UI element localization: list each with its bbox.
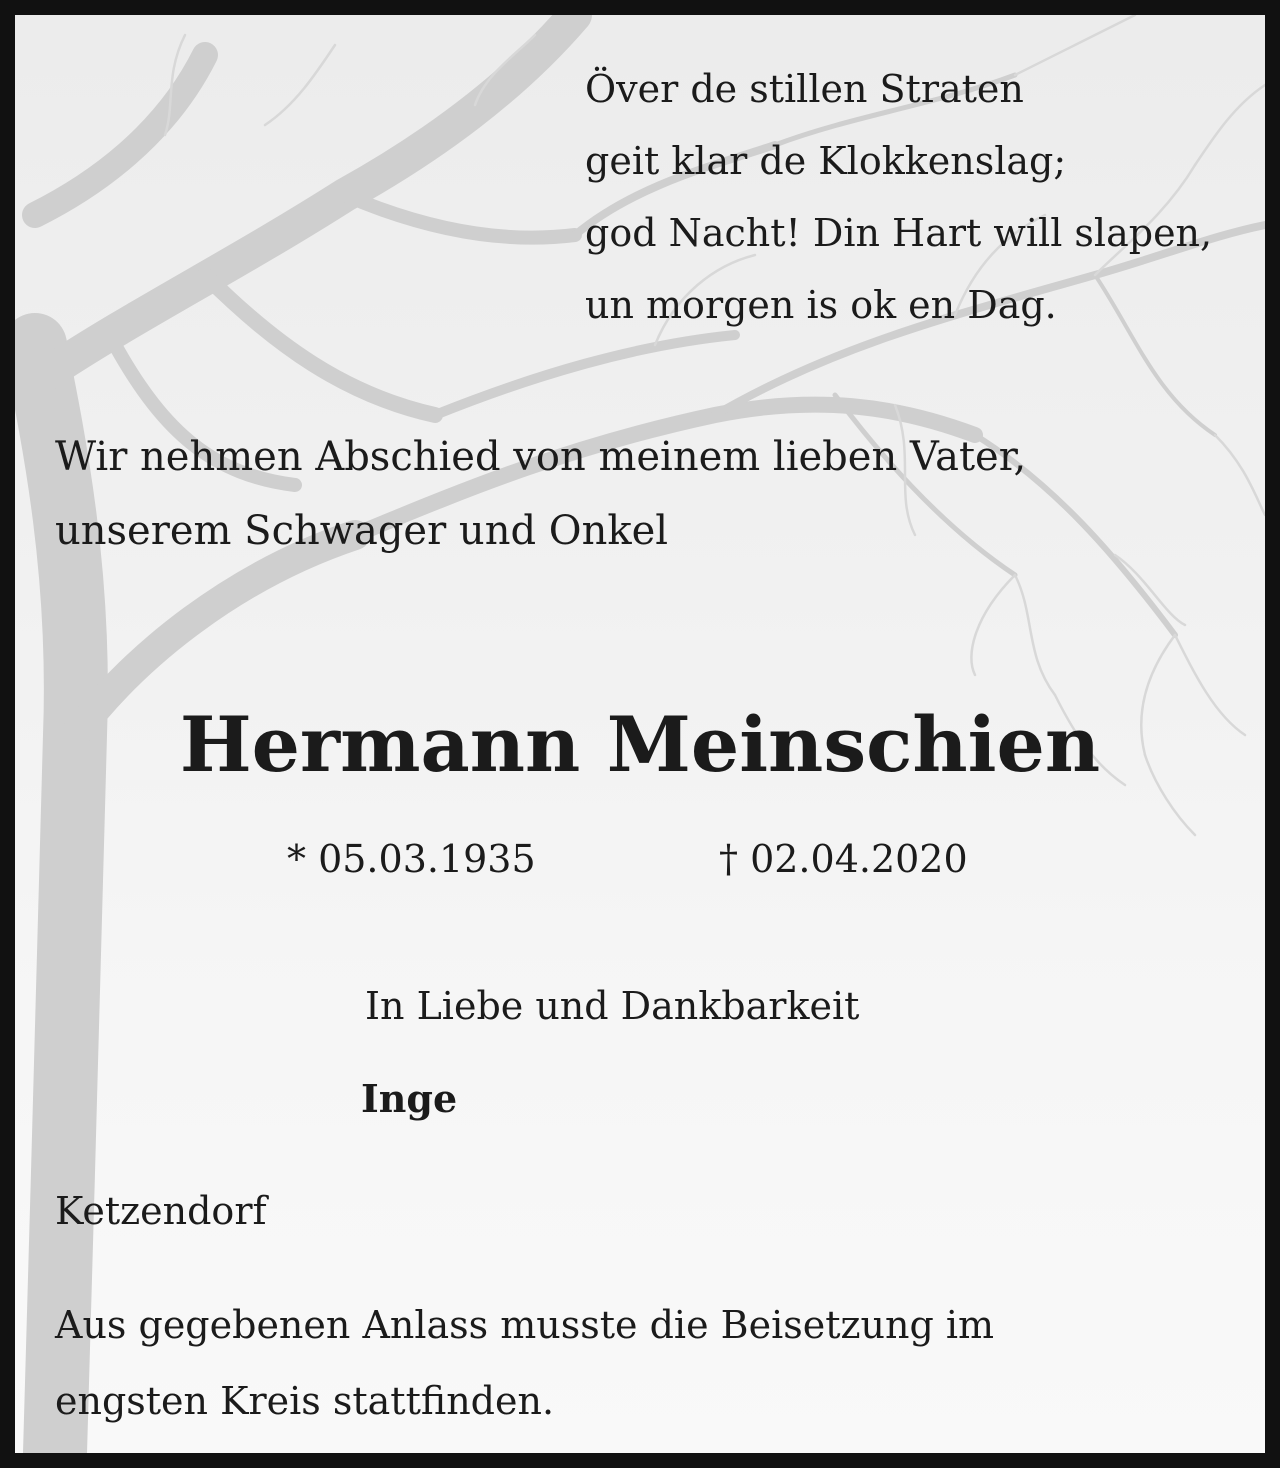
- poem: [585, 53, 1212, 341]
- burial-note: [55, 1287, 994, 1439]
- note-line: Aus gegebenen Anlass musste die Beisetzung im: [55, 1303, 995, 1347]
- death-date: † 02.04.2020: [719, 837, 968, 881]
- closing-phrase: In Liebe und Dankbarkeit: [365, 984, 860, 1028]
- place-name: Ketzendorf: [55, 1189, 267, 1233]
- intro-line: Wir nehmen Abschied von meinem lieben Vater,: [55, 434, 1027, 480]
- poem-line: god Nacht! Din Hart will slapen,: [585, 211, 1213, 255]
- signer-name: Inge: [361, 1076, 458, 1121]
- intro-line: unserem Schwager und Onkel: [55, 508, 669, 554]
- note-line: engsten Kreis stattfinden.: [55, 1379, 555, 1423]
- birth-date: * 05.03.1935: [287, 837, 536, 881]
- farewell-intro: [55, 420, 1026, 568]
- deceased-name: Hermann Meinschien: [179, 700, 1101, 789]
- poem-line: Över de stillen Straten: [585, 67, 1024, 111]
- poem-line: geit klar de Klokkenslag;: [585, 139, 1067, 183]
- poem-line: un morgen is ok en Dag.: [585, 283, 1057, 327]
